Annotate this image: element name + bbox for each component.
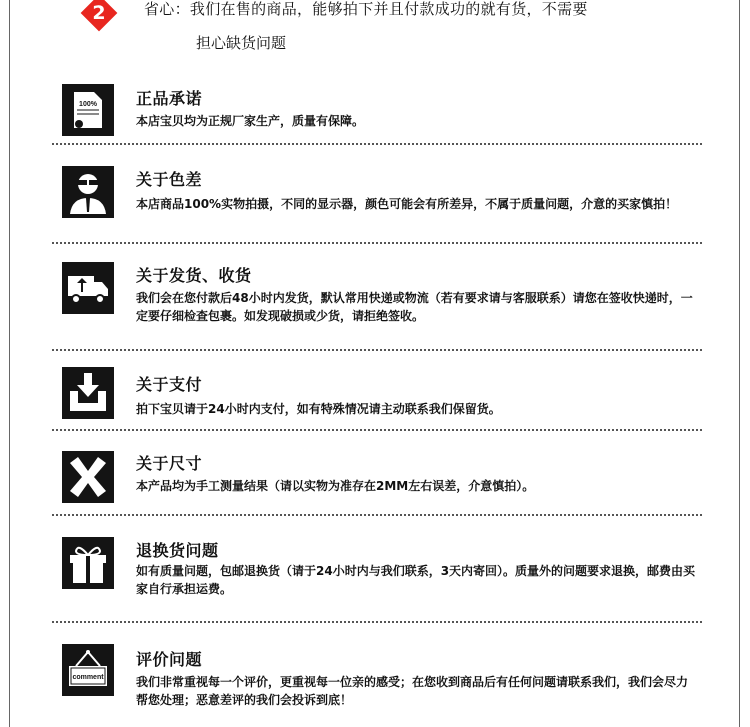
section-title: 正品承诺: [136, 89, 203, 108]
dotted-divider: [52, 429, 702, 431]
number-badge: [81, 0, 118, 31]
section-desc: 本产品均为手工测量结果（请以实物为准存在2MM左右误差，介意慎拍）。: [136, 479, 535, 493]
notice-header: [86, 0, 726, 60]
dotted-divider: [52, 242, 702, 244]
download-tray-icon: [62, 367, 114, 419]
section-desc: 本店宝贝均为正规厂家生产，质量有保障。: [136, 114, 365, 128]
section-title: 评价问题: [136, 650, 203, 669]
section-desc: 我们会在您付款后48小时内发货，默认常用快递或物流（若有要求请与客服联系）请您在签收快递时，一定要仔细检查包裹。如发现破损或少货，请拒绝签收。: [136, 291, 693, 323]
left-border: [9, 0, 10, 727]
x-cross-icon: [62, 451, 114, 503]
section-title: 关于色差: [136, 170, 203, 189]
section-desc: 本店商品100%实物拍摄，不同的显示器，颜色可能会有所差异，不属于质量问题，介意的买家慎拍！: [136, 197, 678, 211]
section-desc: 我们非常重视每一个评价，更重视每一位亲的感受；在您收到商品后有任何问题请联系我们，我们会尽力帮您处理；恶意差评的我们会投诉到底！: [136, 675, 689, 707]
section-desc: 如有质量问题，包邮退换货（请于24小时内与我们联系，3天内寄回）。质量外的问题要求退换，邮费由买家自行承担运费。: [136, 564, 696, 596]
comment-sign-icon: [62, 644, 114, 696]
notice-line-1: 省心：我们在售的商品，能够拍下并且付款成功的就有货，不需要: [144, 0, 588, 18]
dotted-divider: [52, 514, 702, 516]
certificate-text: 100%: [79, 101, 97, 108]
dotted-divider: [52, 349, 702, 351]
dotted-divider: [52, 143, 702, 145]
gift-box-icon: [62, 537, 114, 589]
section-desc: 拍下宝贝请于24小时内支付，如有特殊情况请主动联系我们保留货。: [136, 402, 501, 416]
section-title: 退换货问题: [136, 541, 219, 560]
section-title: 关于支付: [136, 375, 203, 394]
badge-number: 2: [92, 1, 106, 24]
certificate-100-icon: [62, 84, 114, 136]
notice-line-2: 担心缺货问题: [196, 34, 287, 52]
dotted-divider: [52, 621, 702, 623]
sign-text: comment: [72, 674, 104, 681]
right-border: [739, 0, 740, 727]
person-icon: [62, 166, 114, 218]
section-title: 关于发货、收货: [136, 266, 252, 285]
section-title: 关于尺寸: [136, 454, 203, 473]
delivery-truck-icon: [62, 262, 114, 314]
